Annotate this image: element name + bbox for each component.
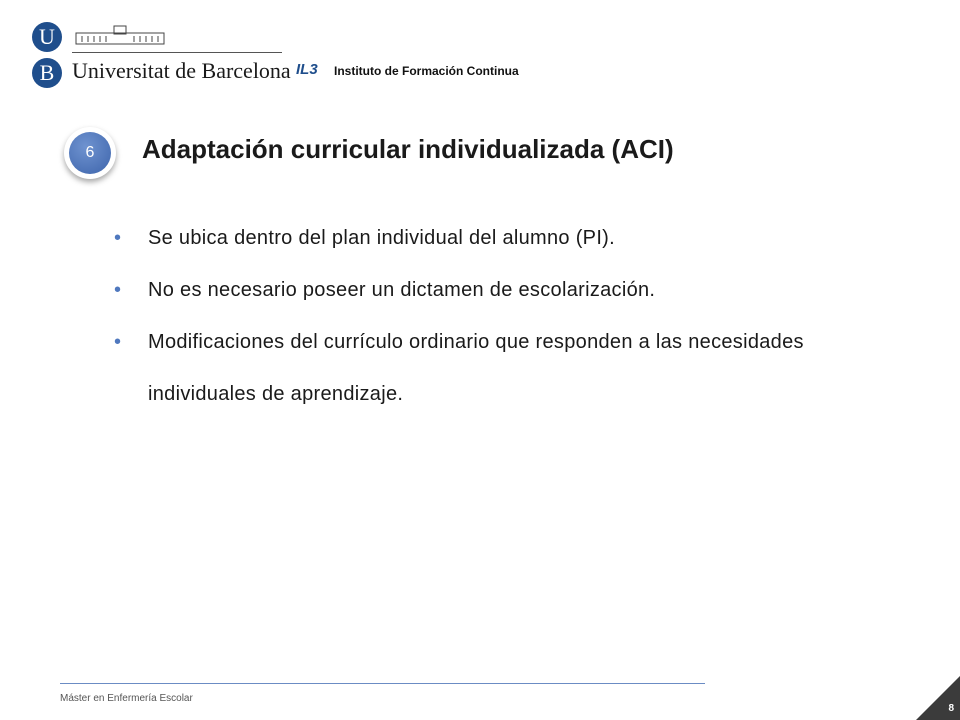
bullet-text: Modificaciones del currículo ordinario que responden a las necesidades individuales de aprendizaje. (148, 331, 804, 405)
bullet-text: No es necesario poseer un dictamen de escolarización. (148, 279, 656, 301)
slide-title: Adaptación curricular individualizada (ACI) (142, 134, 674, 164)
university-name: Universitat de Barcelona (72, 58, 291, 83)
ub-logo-u: U (32, 22, 62, 52)
bullet-dot-icon: • (114, 331, 122, 353)
bullet-item (114, 264, 834, 316)
bullet-item (114, 316, 834, 420)
bullet-item (114, 212, 834, 264)
logo-divider (72, 52, 282, 53)
ub-logo-b: B (32, 58, 62, 88)
footer-divider (60, 683, 705, 684)
footer-course-name: Máster en Enfermería Escolar (60, 693, 193, 704)
bullet-dot-icon: • (114, 227, 122, 249)
il3-logo: IL3 (296, 61, 318, 78)
institution-logo (28, 18, 520, 92)
university-building-icon (74, 24, 166, 46)
bullet-dot-icon: • (114, 279, 122, 301)
section-number-badge (64, 127, 116, 179)
institute-name: Instituto de Formación Continua (334, 64, 519, 78)
section-number: 6 (69, 132, 111, 174)
page-number: 8 (948, 703, 954, 714)
bullet-text: Se ubica dentro del plan individual del alumno (PI). (148, 227, 615, 249)
bullet-list (114, 212, 834, 420)
